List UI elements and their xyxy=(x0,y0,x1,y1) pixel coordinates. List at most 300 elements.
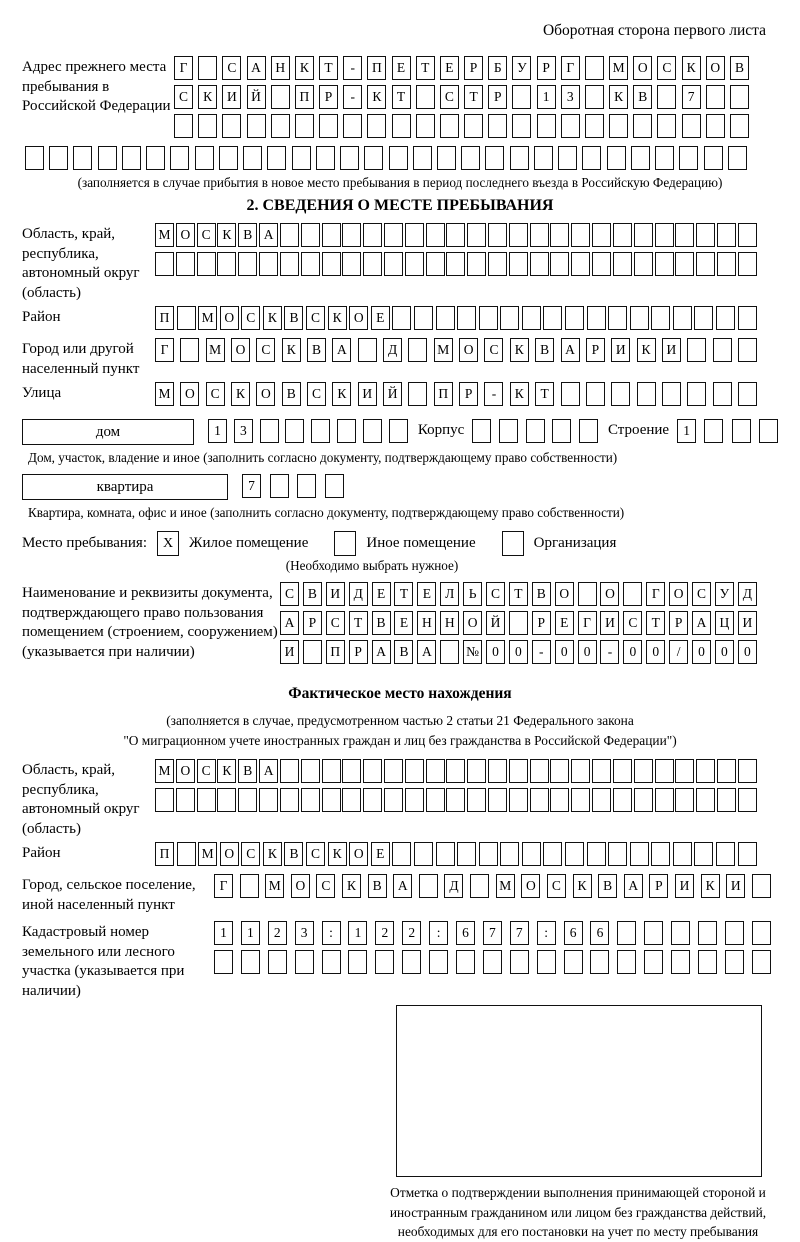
char-box[interactable] xyxy=(673,842,692,866)
char-box[interactable] xyxy=(696,759,715,783)
char-box[interactable] xyxy=(472,419,491,443)
char-box[interactable] xyxy=(673,306,692,330)
char-box[interactable] xyxy=(609,114,628,138)
char-box[interactable] xyxy=(217,788,236,812)
char-box[interactable]: С xyxy=(307,382,326,406)
char-box[interactable] xyxy=(713,338,732,362)
char-box[interactable] xyxy=(408,382,427,406)
char-box[interactable] xyxy=(530,788,549,812)
char-box[interactable] xyxy=(716,842,735,866)
char-box[interactable]: С xyxy=(657,56,676,80)
char-box[interactable] xyxy=(585,85,604,109)
char-box[interactable] xyxy=(198,114,217,138)
char-box[interactable]: В xyxy=(633,85,652,109)
char-box[interactable] xyxy=(322,759,341,783)
char-box[interactable] xyxy=(530,252,549,276)
stay-type-organization-checkbox[interactable] xyxy=(502,531,524,556)
char-box[interactable]: К xyxy=(510,382,529,406)
char-box[interactable] xyxy=(342,788,361,812)
char-box[interactable]: Д xyxy=(349,582,368,606)
char-box[interactable]: К xyxy=(332,382,351,406)
char-box[interactable] xyxy=(280,788,299,812)
char-box[interactable] xyxy=(696,223,715,247)
char-box[interactable]: 6 xyxy=(590,921,609,945)
char-box[interactable]: 1 xyxy=(214,921,233,945)
char-box[interactable] xyxy=(537,114,556,138)
char-box[interactable] xyxy=(608,842,627,866)
char-box[interactable] xyxy=(155,252,174,276)
char-box[interactable]: Т xyxy=(349,611,368,635)
char-box[interactable]: О xyxy=(706,56,725,80)
char-box[interactable] xyxy=(316,146,335,170)
char-box[interactable]: С xyxy=(316,874,335,898)
char-box[interactable]: : xyxy=(322,921,341,945)
char-box[interactable] xyxy=(634,788,653,812)
char-box[interactable] xyxy=(457,306,476,330)
char-box[interactable]: О xyxy=(176,223,195,247)
char-box[interactable]: К xyxy=(328,842,347,866)
char-box[interactable] xyxy=(363,252,382,276)
char-box[interactable] xyxy=(509,223,528,247)
char-box[interactable]: О xyxy=(459,338,478,362)
char-box[interactable] xyxy=(550,759,569,783)
char-box[interactable]: Т xyxy=(646,611,665,635)
char-box[interactable] xyxy=(467,223,486,247)
char-box[interactable]: С xyxy=(486,582,505,606)
char-box[interactable] xyxy=(389,419,408,443)
char-box[interactable] xyxy=(630,306,649,330)
char-box[interactable] xyxy=(655,252,674,276)
char-box[interactable]: О xyxy=(669,582,688,606)
char-box[interactable]: Г xyxy=(155,338,174,362)
char-box[interactable]: В xyxy=(535,338,554,362)
char-box[interactable] xyxy=(426,788,445,812)
char-box[interactable] xyxy=(530,223,549,247)
char-box[interactable] xyxy=(198,56,217,80)
char-box[interactable]: Ц xyxy=(715,611,734,635)
char-box[interactable] xyxy=(155,788,174,812)
char-box[interactable]: А xyxy=(692,611,711,635)
char-box[interactable]: Б xyxy=(488,56,507,80)
char-box[interactable]: П xyxy=(326,640,345,664)
char-box[interactable] xyxy=(364,146,383,170)
char-box[interactable]: Р xyxy=(319,85,338,109)
char-box[interactable]: О xyxy=(220,842,239,866)
char-box[interactable]: № xyxy=(463,640,482,664)
apartment-type-box[interactable]: квартира xyxy=(22,474,228,500)
char-box[interactable]: : xyxy=(537,921,556,945)
char-box[interactable]: Е xyxy=(555,611,574,635)
char-box[interactable]: 0 xyxy=(578,640,597,664)
char-box[interactable] xyxy=(319,114,338,138)
char-box[interactable] xyxy=(558,146,577,170)
char-box[interactable] xyxy=(738,338,757,362)
char-box[interactable] xyxy=(637,382,656,406)
char-box[interactable] xyxy=(260,419,279,443)
char-box[interactable] xyxy=(177,306,196,330)
char-box[interactable] xyxy=(631,146,650,170)
char-box[interactable] xyxy=(303,640,322,664)
char-box[interactable] xyxy=(717,252,736,276)
char-box[interactable]: А xyxy=(417,640,436,664)
char-box[interactable] xyxy=(671,950,690,974)
char-box[interactable]: В xyxy=(284,842,303,866)
char-box[interactable]: Ь xyxy=(463,582,482,606)
char-box[interactable]: : xyxy=(429,921,448,945)
char-box[interactable] xyxy=(543,306,562,330)
char-box[interactable] xyxy=(295,950,314,974)
char-box[interactable] xyxy=(98,146,117,170)
char-box[interactable] xyxy=(534,146,553,170)
char-box[interactable] xyxy=(679,146,698,170)
char-box[interactable] xyxy=(738,306,757,330)
char-box[interactable]: Е xyxy=(440,56,459,80)
char-box[interactable] xyxy=(73,146,92,170)
char-box[interactable] xyxy=(706,85,725,109)
char-box[interactable] xyxy=(537,950,556,974)
char-box[interactable] xyxy=(592,252,611,276)
char-box[interactable]: С xyxy=(484,338,503,362)
char-box[interactable] xyxy=(613,759,632,783)
char-box[interactable] xyxy=(630,842,649,866)
char-box[interactable]: Г xyxy=(578,611,597,635)
char-box[interactable]: И xyxy=(675,874,694,898)
char-box[interactable]: О xyxy=(555,582,574,606)
char-box[interactable]: 0 xyxy=(646,640,665,664)
char-box[interactable] xyxy=(706,114,725,138)
char-box[interactable] xyxy=(696,252,715,276)
char-box[interactable] xyxy=(384,788,403,812)
char-box[interactable]: С xyxy=(623,611,642,635)
char-box[interactable] xyxy=(363,223,382,247)
char-box[interactable]: К xyxy=(682,56,701,80)
char-box[interactable] xyxy=(696,788,715,812)
char-box[interactable]: С xyxy=(197,223,216,247)
char-box[interactable] xyxy=(238,252,257,276)
char-box[interactable]: К xyxy=(609,85,628,109)
char-box[interactable] xyxy=(219,146,238,170)
char-box[interactable]: К xyxy=(282,338,301,362)
char-box[interactable] xyxy=(467,788,486,812)
char-box[interactable]: К xyxy=(263,306,282,330)
char-box[interactable] xyxy=(419,874,438,898)
char-box[interactable]: 7 xyxy=(242,474,261,498)
char-box[interactable] xyxy=(655,146,674,170)
char-box[interactable] xyxy=(717,788,736,812)
char-box[interactable]: М xyxy=(155,223,174,247)
char-box[interactable]: - xyxy=(600,640,619,664)
char-box[interactable] xyxy=(479,842,498,866)
char-box[interactable]: О xyxy=(291,874,310,898)
char-box[interactable] xyxy=(285,419,304,443)
char-box[interactable]: С xyxy=(306,842,325,866)
char-box[interactable] xyxy=(384,252,403,276)
char-box[interactable] xyxy=(217,252,236,276)
char-box[interactable]: В xyxy=(238,759,257,783)
char-box[interactable] xyxy=(550,252,569,276)
char-box[interactable] xyxy=(25,146,44,170)
char-box[interactable]: 2 xyxy=(402,921,421,945)
char-box[interactable] xyxy=(389,146,408,170)
char-box[interactable] xyxy=(617,950,636,974)
char-box[interactable]: 7 xyxy=(483,921,502,945)
char-box[interactable]: А xyxy=(259,759,278,783)
char-box[interactable]: А xyxy=(259,223,278,247)
char-box[interactable] xyxy=(634,759,653,783)
char-box[interactable] xyxy=(586,382,605,406)
char-box[interactable]: Т xyxy=(535,382,554,406)
char-box[interactable]: 0 xyxy=(692,640,711,664)
char-box[interactable] xyxy=(280,223,299,247)
char-box[interactable]: Д xyxy=(738,582,757,606)
char-box[interactable] xyxy=(522,842,541,866)
char-box[interactable]: В xyxy=(730,56,749,80)
char-box[interactable]: Й xyxy=(383,382,402,406)
char-box[interactable]: Р xyxy=(488,85,507,109)
char-box[interactable]: А xyxy=(247,56,266,80)
char-box[interactable] xyxy=(488,759,507,783)
char-box[interactable] xyxy=(343,114,362,138)
char-box[interactable]: 6 xyxy=(456,921,475,945)
char-box[interactable]: Л xyxy=(440,582,459,606)
char-box[interactable] xyxy=(436,842,455,866)
char-box[interactable] xyxy=(738,382,757,406)
char-box[interactable] xyxy=(651,842,670,866)
char-box[interactable]: С xyxy=(256,338,275,362)
char-box[interactable] xyxy=(571,252,590,276)
char-box[interactable] xyxy=(240,874,259,898)
char-box[interactable]: С xyxy=(440,85,459,109)
char-box[interactable] xyxy=(483,950,502,974)
char-box[interactable] xyxy=(177,842,196,866)
char-box[interactable] xyxy=(297,474,316,498)
char-box[interactable] xyxy=(500,306,519,330)
char-box[interactable] xyxy=(259,252,278,276)
char-box[interactable]: Т xyxy=(394,582,413,606)
char-box[interactable]: Е xyxy=(371,306,390,330)
char-box[interactable]: 0 xyxy=(738,640,757,664)
char-box[interactable] xyxy=(607,146,626,170)
char-box[interactable]: К xyxy=(510,338,529,362)
char-box[interactable] xyxy=(725,950,744,974)
char-box[interactable] xyxy=(561,114,580,138)
char-box[interactable] xyxy=(510,146,529,170)
char-box[interactable] xyxy=(259,788,278,812)
char-box[interactable] xyxy=(49,146,68,170)
char-box[interactable]: 0 xyxy=(623,640,642,664)
char-box[interactable] xyxy=(671,921,690,945)
char-box[interactable] xyxy=(590,950,609,974)
char-box[interactable] xyxy=(342,759,361,783)
char-box[interactable] xyxy=(512,85,531,109)
char-box[interactable] xyxy=(550,788,569,812)
char-box[interactable]: В xyxy=(532,582,551,606)
char-box[interactable] xyxy=(587,306,606,330)
char-box[interactable] xyxy=(578,582,597,606)
char-box[interactable]: Д xyxy=(444,874,463,898)
char-box[interactable] xyxy=(704,146,723,170)
char-box[interactable]: - xyxy=(484,382,503,406)
char-box[interactable]: С xyxy=(547,874,566,898)
char-box[interactable]: М xyxy=(155,382,174,406)
char-box[interactable] xyxy=(446,252,465,276)
char-box[interactable] xyxy=(392,842,411,866)
char-box[interactable] xyxy=(550,223,569,247)
char-box[interactable] xyxy=(414,306,433,330)
char-box[interactable] xyxy=(592,788,611,812)
char-box[interactable]: И xyxy=(738,611,757,635)
char-box[interactable]: - xyxy=(343,56,362,80)
char-box[interactable] xyxy=(176,788,195,812)
char-box[interactable] xyxy=(585,114,604,138)
char-box[interactable] xyxy=(651,306,670,330)
char-box[interactable]: Р xyxy=(459,382,478,406)
char-box[interactable]: С xyxy=(197,759,216,783)
char-box[interactable]: К xyxy=(701,874,720,898)
char-box[interactable] xyxy=(322,252,341,276)
char-box[interactable] xyxy=(470,874,489,898)
char-box[interactable]: К xyxy=(637,338,656,362)
char-box[interactable] xyxy=(429,950,448,974)
char-box[interactable]: К xyxy=(263,842,282,866)
char-box[interactable] xyxy=(170,146,189,170)
char-box[interactable] xyxy=(717,759,736,783)
char-box[interactable]: 7 xyxy=(510,921,529,945)
char-box[interactable]: 1 xyxy=(241,921,260,945)
char-box[interactable]: 6 xyxy=(564,921,583,945)
char-box[interactable]: Г xyxy=(646,582,665,606)
char-box[interactable]: 1 xyxy=(348,921,367,945)
char-box[interactable]: К xyxy=(295,56,314,80)
char-box[interactable] xyxy=(301,223,320,247)
char-box[interactable] xyxy=(587,842,606,866)
char-box[interactable]: О xyxy=(256,382,275,406)
char-box[interactable] xyxy=(440,114,459,138)
char-box[interactable]: Р xyxy=(649,874,668,898)
char-box[interactable] xyxy=(687,382,706,406)
char-box[interactable] xyxy=(311,419,330,443)
char-box[interactable] xyxy=(437,146,456,170)
char-box[interactable]: С xyxy=(306,306,325,330)
char-box[interactable]: Д xyxy=(383,338,402,362)
char-box[interactable] xyxy=(509,611,528,635)
house-type-box[interactable]: дом xyxy=(22,419,194,445)
char-box[interactable] xyxy=(617,921,636,945)
char-box[interactable] xyxy=(337,419,356,443)
char-box[interactable]: О xyxy=(176,759,195,783)
char-box[interactable] xyxy=(592,223,611,247)
char-box[interactable] xyxy=(479,306,498,330)
char-box[interactable]: С xyxy=(692,582,711,606)
char-box[interactable] xyxy=(270,474,289,498)
char-box[interactable] xyxy=(457,842,476,866)
char-box[interactable]: М xyxy=(155,759,174,783)
char-box[interactable]: И xyxy=(222,85,241,109)
char-box[interactable] xyxy=(698,921,717,945)
char-box[interactable] xyxy=(613,252,632,276)
char-box[interactable]: 7 xyxy=(682,85,701,109)
char-box[interactable]: - xyxy=(532,640,551,664)
char-box[interactable]: С xyxy=(222,56,241,80)
char-box[interactable] xyxy=(725,921,744,945)
char-box[interactable] xyxy=(342,252,361,276)
char-box[interactable]: Е xyxy=(394,611,413,635)
char-box[interactable] xyxy=(413,146,432,170)
char-box[interactable]: Р xyxy=(349,640,368,664)
char-box[interactable]: В xyxy=(598,874,617,898)
char-box[interactable]: Г xyxy=(214,874,233,898)
char-box[interactable] xyxy=(241,950,260,974)
char-box[interactable] xyxy=(613,223,632,247)
char-box[interactable]: Й xyxy=(486,611,505,635)
char-box[interactable] xyxy=(464,114,483,138)
char-box[interactable] xyxy=(543,842,562,866)
char-box[interactable]: Е xyxy=(417,582,436,606)
char-box[interactable] xyxy=(488,114,507,138)
char-box[interactable]: С xyxy=(206,382,225,406)
char-box[interactable]: Н xyxy=(271,56,290,80)
char-box[interactable] xyxy=(717,223,736,247)
char-box[interactable]: Т xyxy=(416,56,435,80)
char-box[interactable]: Т xyxy=(319,56,338,80)
char-box[interactable] xyxy=(416,114,435,138)
char-box[interactable] xyxy=(195,146,214,170)
char-box[interactable] xyxy=(675,223,694,247)
char-box[interactable]: 2 xyxy=(268,921,287,945)
char-box[interactable] xyxy=(446,788,465,812)
char-box[interactable] xyxy=(301,759,320,783)
char-box[interactable]: В xyxy=(394,640,413,664)
char-box[interactable] xyxy=(500,842,519,866)
char-box[interactable]: У xyxy=(715,582,734,606)
char-box[interactable] xyxy=(384,759,403,783)
char-box[interactable]: И xyxy=(662,338,681,362)
char-box[interactable] xyxy=(623,582,642,606)
char-box[interactable]: С xyxy=(326,611,345,635)
char-box[interactable]: 0 xyxy=(486,640,505,664)
char-box[interactable] xyxy=(461,146,480,170)
char-box[interactable]: Т xyxy=(464,85,483,109)
char-box[interactable] xyxy=(526,419,545,443)
char-box[interactable]: С xyxy=(241,842,260,866)
char-box[interactable]: К xyxy=(217,223,236,247)
char-box[interactable]: К xyxy=(328,306,347,330)
char-box[interactable] xyxy=(340,146,359,170)
char-box[interactable]: Е xyxy=(371,842,390,866)
char-box[interactable] xyxy=(634,223,653,247)
char-box[interactable]: 0 xyxy=(715,640,734,664)
char-box[interactable]: К xyxy=(217,759,236,783)
char-box[interactable]: П xyxy=(155,306,174,330)
char-box[interactable] xyxy=(522,306,541,330)
char-box[interactable] xyxy=(122,146,141,170)
char-box[interactable] xyxy=(271,114,290,138)
char-box[interactable]: 0 xyxy=(509,640,528,664)
stay-type-other-checkbox[interactable] xyxy=(334,531,356,556)
char-box[interactable] xyxy=(752,950,771,974)
char-box[interactable] xyxy=(280,759,299,783)
char-box[interactable] xyxy=(238,788,257,812)
char-box[interactable] xyxy=(197,252,216,276)
char-box[interactable]: - xyxy=(343,85,362,109)
char-box[interactable] xyxy=(657,85,676,109)
char-box[interactable] xyxy=(348,950,367,974)
char-box[interactable]: В xyxy=(307,338,326,362)
char-box[interactable]: М xyxy=(609,56,628,80)
char-box[interactable]: В xyxy=(303,582,322,606)
char-box[interactable] xyxy=(322,788,341,812)
char-box[interactable] xyxy=(426,223,445,247)
